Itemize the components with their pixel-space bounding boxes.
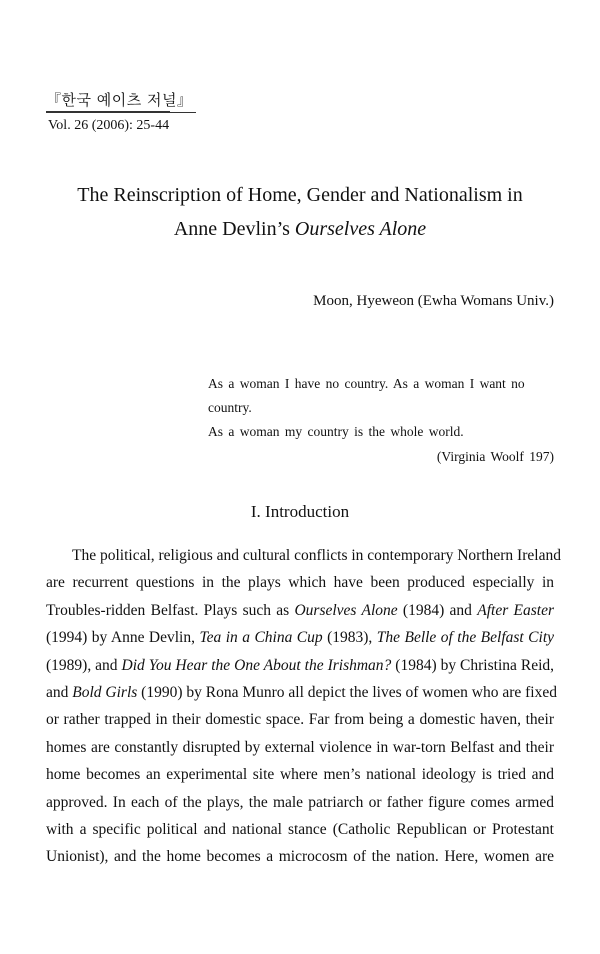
title-line-2-italic: Ourselves Alone [294,218,427,240]
body-line: homes are constantly disrupted by external violence in war-torn Belfast and their [46,738,554,756]
body-line: or rather trapped in their domestic space. Far from being a domestic haven, their [46,711,554,729]
epigraph-line-2: As a woman my country is the whole world. [208,424,464,439]
section-heading: I. Introduction [250,502,350,521]
body-text-run: (1994) by Anne Devlin, [46,629,200,647]
body-line: are recurrent questions in the plays which have been produced especially in [46,574,554,592]
body-text-run: (1984) by Christina Reid, [391,656,555,674]
author-affiliation: Moon, Hyeweon (Ewha Womans Univ.) [313,293,554,309]
journal-name: 『한국 예이츠 저널』 [46,89,196,113]
play-title: Did You Hear the One About the Irishman? [121,656,392,674]
play-title: After Easter [477,601,554,619]
body-line: Unionist), and the home becomes a microcosm of the nation. Here, women are [46,848,554,866]
epigraph-line-1: As a woman I have no country. As a woman I want no country. [208,376,525,415]
title-line-1: The Reinscription of Home, Gender and Nationalism in [77,184,523,206]
body-text-run: (1983), [322,629,377,647]
body-text-run: (1984) and [397,601,478,619]
play-title: Tea in a China Cup [199,629,323,647]
play-title: Ourselves Alone [294,601,398,619]
body-text-run: and [46,683,73,701]
body-text-run: (1990) by Rona Munro all depict the lives of women who are fixed [137,683,557,701]
body-line: approved. In each of the plays, the male patriarch or father figure comes armed [46,793,554,811]
body-line: home becomes an experimental site where men’s national ideology is tried and [46,766,554,784]
body-line [46,652,554,679]
body-line [46,597,554,624]
epigraph [208,372,554,469]
body-line: The political, religious and cultural conflicts in contemporary Northern Ireland [72,547,561,564]
volume-info: Vol. 26 (2006): 25-44 [48,118,170,133]
article-title [0,178,600,246]
title-line-2 [0,212,600,246]
play-title: Bold Girls [72,683,138,701]
epigraph-citation: (Virginia Woolf 197) [436,449,554,464]
body-text-run: (1989), and [46,656,122,674]
body-text-run: Troubles-ridden Belfast. Plays such as [46,601,295,619]
body-paragraph [46,542,561,871]
body-line: with a specific political and national stance (Catholic Republican or Protestant [46,820,554,838]
journal-underline [46,111,170,112]
body-line [46,624,554,651]
title-line-2-prefix: Anne Devlin’s [173,218,295,240]
play-title: The Belle of the Belfast City [376,629,555,647]
body-line [46,679,557,706]
